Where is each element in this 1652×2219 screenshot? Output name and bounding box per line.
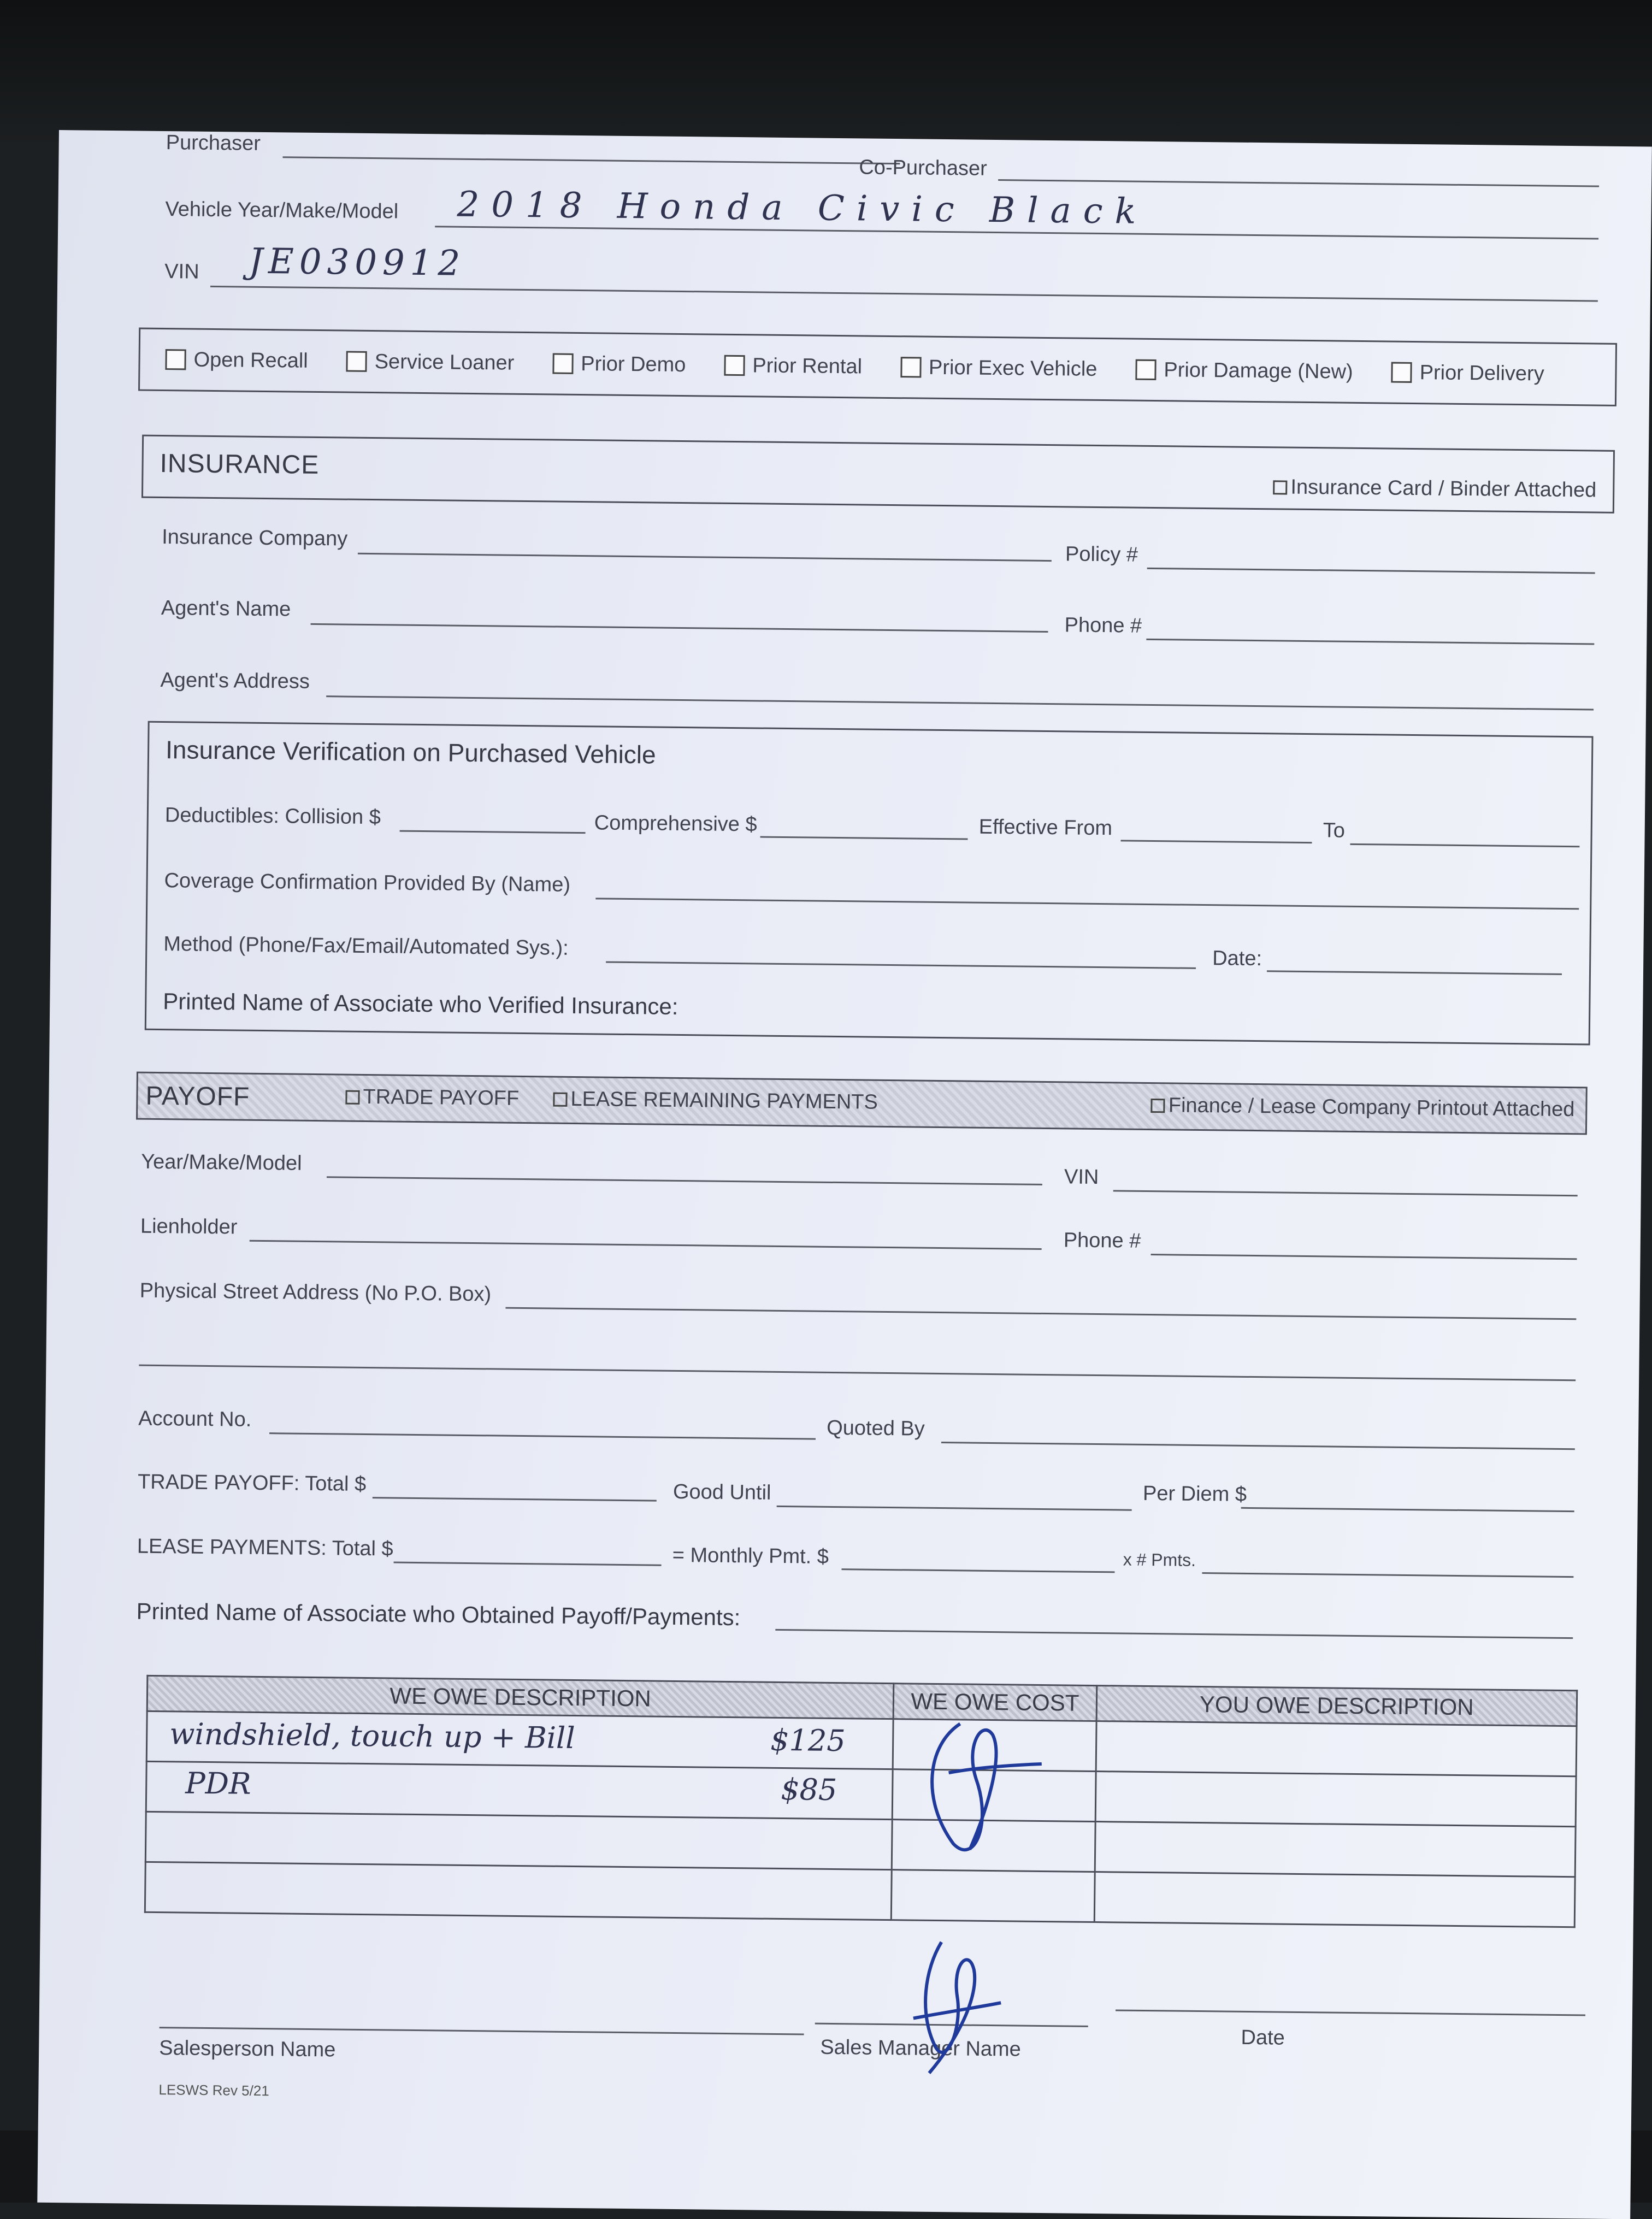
initials-signature: [915, 1713, 1048, 1867]
payoff-vin-line[interactable]: [1113, 1190, 1578, 1196]
you-owe-description-header: YOU OWE DESCRIPTION: [1096, 1686, 1577, 1726]
vehicle-label: Vehicle Year/Make/Model: [165, 198, 399, 223]
checkbox[interactable]: [553, 1092, 567, 1106]
agent-name-line[interactable]: [311, 623, 1048, 633]
option-label: Prior Demo: [581, 352, 686, 376]
per-diem-line[interactable]: [1241, 1507, 1574, 1512]
insurance-company-label: Insurance Company: [161, 526, 348, 551]
insurance-header: [141, 435, 1615, 514]
we-owe-table: [144, 1675, 1578, 1928]
effective-from-label: Effective From: [978, 815, 1113, 840]
per-diem-label: Per Diem $: [1142, 1482, 1247, 1506]
collision-line[interactable]: [400, 830, 586, 834]
payoff-ymm-line[interactable]: [327, 1176, 1042, 1185]
insurance-card-label: Insurance Card / Binder Attached: [1290, 475, 1597, 502]
date-signature-line[interactable]: [1116, 2009, 1585, 2016]
we-owe-row-1[interactable]: [146, 1711, 893, 1769]
street-address-line[interactable]: [505, 1307, 1576, 1320]
checkbox[interactable]: [900, 357, 921, 377]
insurance-card-attached[interactable]: [1273, 475, 1596, 502]
purchaser-line[interactable]: [282, 156, 900, 164]
lease-remaining-label: LEASE REMAINING PAYMENTS: [570, 1087, 878, 1114]
lienholder-line[interactable]: [250, 1240, 1042, 1250]
method-label: Method (Phone/Fax/Email/Automated Sys.):: [163, 933, 569, 960]
dealer-form-page: [37, 130, 1652, 2219]
num-pmts-label: x # Pmts.: [1123, 1549, 1196, 1570]
lienholder-phone-label: Phone #: [1063, 1229, 1141, 1253]
you-owe-cell[interactable]: [1094, 1872, 1575, 1927]
you-owe-cell[interactable]: [1096, 1721, 1577, 1777]
option-prior-rental[interactable]: [724, 353, 862, 379]
insurance-company-line[interactable]: [358, 553, 1052, 562]
row-amount: $85: [780, 1772, 837, 1808]
you-owe-cell[interactable]: [1095, 1822, 1576, 1877]
checkbox[interactable]: [1391, 362, 1412, 383]
checkbox[interactable]: [1273, 480, 1287, 494]
trade-total-label: TRADE PAYOFF: Total $: [137, 1470, 367, 1496]
copurchaser-label: Co-Purchaser: [859, 156, 987, 180]
form-revision: LESWS Rev 5/21: [158, 2081, 269, 2099]
deductibles-label: Deductibles: Collision $: [164, 804, 381, 829]
good-until-line[interactable]: [777, 1506, 1132, 1511]
checkbox[interactable]: [1135, 359, 1156, 380]
trade-payoff-label: TRADE PAYOFF: [363, 1085, 520, 1110]
effective-from-line[interactable]: [1120, 840, 1312, 843]
background-top: [0, 0, 1652, 142]
you-owe-cell[interactable]: [1095, 1772, 1576, 1827]
we-owe-row-3[interactable]: [145, 1811, 892, 1869]
payoff-title: PAYOFF: [145, 1081, 250, 1112]
account-label: Account No.: [138, 1407, 252, 1431]
lienholder-label: Lienholder: [140, 1214, 238, 1239]
option-label: Prior Delivery: [1419, 361, 1544, 385]
street-address-label: Physical Street Address (No P.O. Box): [139, 1279, 492, 1306]
policy-label: Policy #: [1065, 542, 1138, 566]
we-owe-row-2[interactable]: [146, 1761, 893, 1819]
option-label: Service Loaner: [374, 350, 515, 375]
num-pmts-line[interactable]: [1202, 1572, 1573, 1578]
option-prior-damage[interactable]: [1135, 358, 1353, 383]
trade-payoff-option[interactable]: [345, 1085, 519, 1111]
we-owe-description-header: WE OWE DESCRIPTION: [147, 1675, 894, 1719]
option-prior-delivery[interactable]: [1391, 361, 1544, 386]
vehicle-value: 2018 Honda Civic Black: [457, 184, 1148, 232]
checkbox[interactable]: [1151, 1099, 1165, 1113]
option-label: Prior Damage (New): [1164, 358, 1353, 383]
verification-title: Insurance Verification on Purchased Vehicle: [165, 735, 656, 769]
verification-date-label: Date:: [1212, 947, 1262, 971]
lease-total-line[interactable]: [394, 1562, 662, 1566]
checkbox[interactable]: [345, 1090, 359, 1104]
street-address-line-2[interactable]: [139, 1365, 1576, 1382]
row-description: PDR: [185, 1766, 251, 1801]
row-description: windshield, touch up + Bill: [169, 1716, 575, 1756]
we-owe-cost-cell[interactable]: [892, 1870, 1095, 1922]
verification-date-line[interactable]: [1267, 970, 1562, 975]
lease-remaining-option[interactable]: [553, 1088, 878, 1114]
checkbox[interactable]: [724, 355, 745, 376]
comprehensive-label: Comprehensive $: [594, 811, 757, 836]
manager-signature: [891, 1936, 1013, 2079]
option-prior-exec-vehicle[interactable]: [900, 356, 1098, 381]
quoted-by-label: Quoted By: [826, 1416, 925, 1441]
we-owe-cost-header: WE OWE COST: [893, 1684, 1096, 1721]
monthly-pmt-line[interactable]: [841, 1568, 1114, 1573]
vin-line[interactable]: [210, 286, 1598, 302]
method-line[interactable]: [606, 961, 1196, 969]
payoff-ymm-label: Year/Make/Model: [141, 1150, 302, 1175]
option-service-loaner[interactable]: [346, 350, 514, 375]
option-label: Prior Rental: [752, 353, 863, 378]
insurance-title: INSURANCE: [160, 448, 320, 480]
checkbox[interactable]: [346, 351, 367, 372]
agent-address-line[interactable]: [326, 695, 1594, 710]
copurchaser-line[interactable]: [998, 179, 1599, 187]
vehicle-status-options: [138, 328, 1617, 406]
to-line[interactable]: [1350, 843, 1579, 847]
manager-label: Sales Manager Name: [820, 2035, 1022, 2061]
monthly-pmt-label: = Monthly Pmt. $: [672, 1543, 829, 1568]
lienholder-phone-line[interactable]: [1151, 1254, 1577, 1260]
payoff-vin-label: VIN: [1064, 1165, 1099, 1189]
agent-name-label: Agent's Name: [161, 597, 291, 621]
account-line[interactable]: [269, 1432, 816, 1439]
obtained-by-label: Printed Name of Associate who Obtained Payoff/Payments:: [136, 1598, 741, 1631]
checkbox[interactable]: [165, 349, 186, 370]
trade-total-line[interactable]: [373, 1497, 657, 1501]
we-owe-row-4[interactable]: [145, 1862, 892, 1920]
to-label: To: [1323, 819, 1346, 842]
coverage-label: Coverage Confirmation Provided By (Name): [164, 869, 571, 896]
coverage-line[interactable]: [595, 898, 1579, 910]
policy-line[interactable]: [1147, 568, 1595, 574]
row-amount: $125: [770, 1722, 846, 1758]
footer-date-label: Date: [1241, 2026, 1285, 2050]
option-label: Prior Exec Vehicle: [928, 356, 1098, 381]
option-open-recall[interactable]: [165, 348, 308, 373]
checkbox[interactable]: [552, 353, 573, 374]
verified-by-label: Printed Name of Associate who Verified Insurance:: [163, 988, 678, 1019]
lease-total-label: LEASE PAYMENTS: Total $: [137, 1535, 393, 1561]
printout-attached-option[interactable]: [1151, 1094, 1575, 1122]
agent-phone-line[interactable]: [1146, 639, 1594, 645]
salesperson-signature-line[interactable]: [160, 2027, 804, 2035]
good-until-label: Good Until: [672, 1480, 771, 1504]
insurance-verification-box: [145, 721, 1594, 1046]
agent-phone-label: Phone #: [1064, 613, 1142, 638]
purchaser-label: Purchaser: [166, 131, 261, 155]
quoted-by-line[interactable]: [941, 1442, 1575, 1450]
agent-address-label: Agent's Address: [160, 668, 310, 693]
option-prior-demo[interactable]: [552, 352, 686, 377]
vin-label: VIN: [164, 260, 199, 284]
option-label: Open Recall: [193, 348, 308, 373]
payoff-header: [136, 1072, 1588, 1135]
vin-value: JE030912: [249, 241, 466, 284]
comprehensive-line[interactable]: [760, 836, 968, 840]
printout-attached-label: Finance / Lease Company Printout Attached: [1168, 1094, 1575, 1122]
obtained-by-line[interactable]: [775, 1629, 1573, 1639]
salesperson-label: Salesperson Name: [159, 2037, 336, 2062]
